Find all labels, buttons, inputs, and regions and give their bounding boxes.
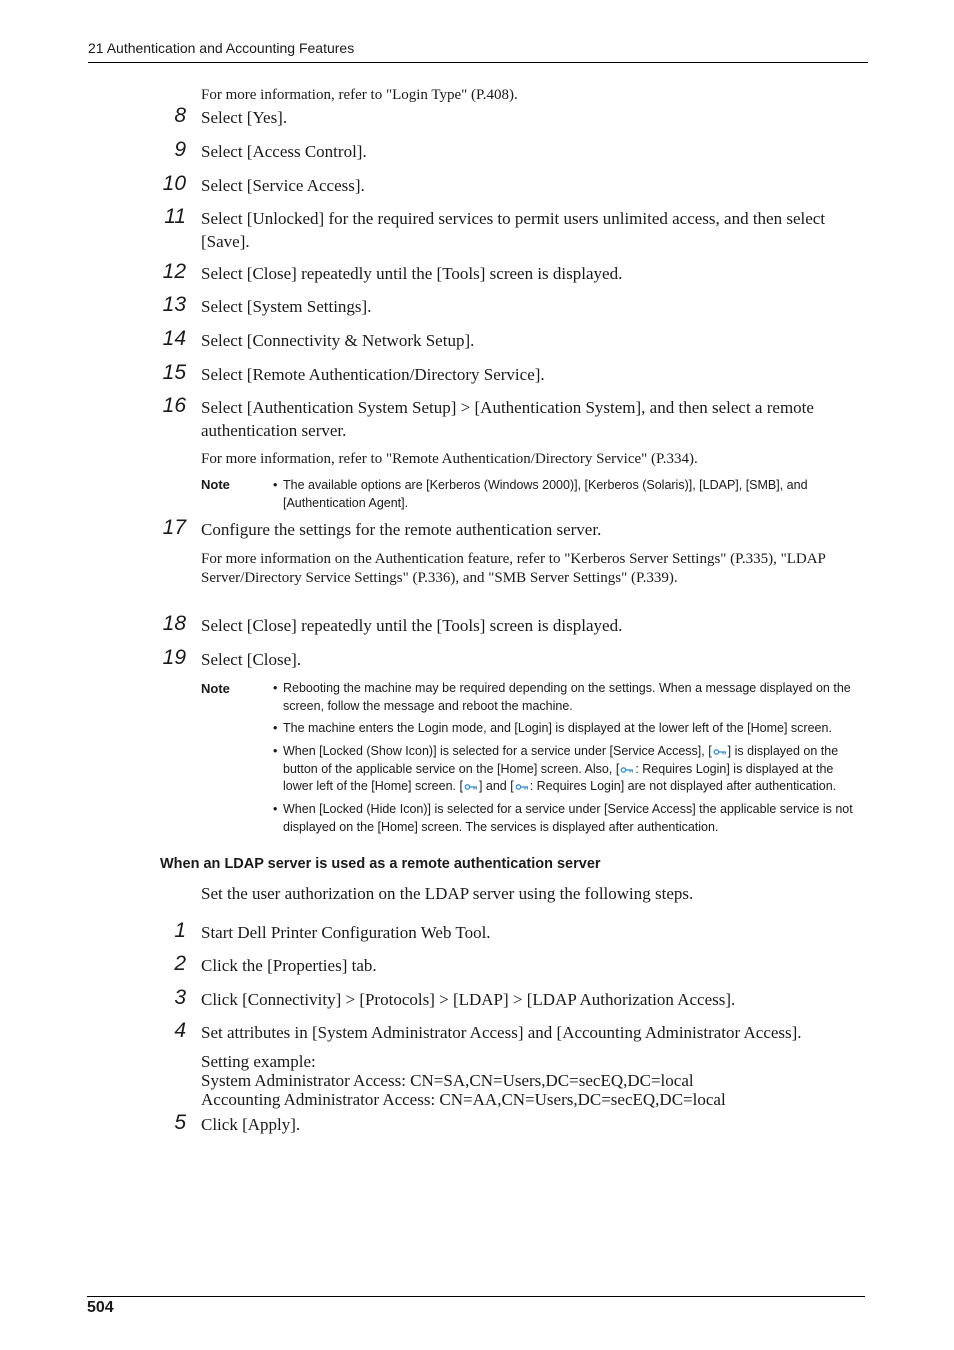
step17-reference: For more information on the Authentication feature, refer to "Kerberos Server Settings" (P.335), "LDAP Server/Directory Service Settings" (P.336), and "SMB Server Settings" (P.339). bbox=[201, 551, 826, 586]
step-number: 19 bbox=[162, 646, 186, 669]
step-number: 10 bbox=[162, 172, 186, 195]
setting-example-label: Setting example: bbox=[201, 1052, 316, 1071]
bullet-text: When [Locked (Hide Icon)] is selected for a service under [Service Access] the applicable service is not displayed on the [Home] screen. The services is displayed after authentication. bbox=[283, 802, 853, 834]
note-label: Note bbox=[201, 681, 230, 696]
lock-key-icon bbox=[620, 764, 634, 774]
bullet-text: Rebooting the machine may be required depending on the settings. When a message displayed on the screen, follow the message and reboot the machine. bbox=[283, 681, 851, 713]
step-number: 11 bbox=[164, 205, 186, 228]
step-text: Click [Apply]. bbox=[201, 1115, 301, 1134]
bullet-text bbox=[273, 743, 866, 796]
step-text: Select [Remote Authentication/Directory Service]. bbox=[201, 365, 545, 384]
bullet-marker: • bbox=[273, 802, 278, 816]
note-bullet bbox=[273, 743, 866, 796]
step-text: Select [Yes]. bbox=[201, 108, 288, 127]
step-text: Set attributes in [System Administrator Access] and [Accounting Administrator Access]. bbox=[201, 1023, 802, 1042]
step16-reference: For more information, refer to "Remote Authentication/Directory Service" (P.334). bbox=[201, 451, 698, 467]
bullet-text-part: When [Locked (Show Icon)] is selected for a service under [Service Access], [ bbox=[283, 744, 712, 758]
header-rule bbox=[88, 62, 868, 63]
note-label: Note bbox=[201, 477, 230, 492]
section-intro: Set the user authorization on the LDAP server using the following steps. bbox=[201, 884, 694, 903]
step-text: Select [Service Access]. bbox=[201, 176, 365, 195]
step-number: 14 bbox=[162, 327, 186, 350]
step-number: 5 bbox=[174, 1111, 186, 1134]
note-bullet bbox=[273, 680, 866, 715]
lock-key-icon bbox=[713, 746, 727, 756]
chapter-header: 21 Authentication and Accounting Features bbox=[88, 40, 355, 56]
step-number: 9 bbox=[174, 138, 186, 161]
step-text: Click the [Properties] tab. bbox=[201, 956, 377, 975]
step-text: Configure the settings for the remote authentication server. bbox=[201, 520, 602, 539]
bullet-marker: • bbox=[273, 744, 278, 758]
step-text: Select [System Settings]. bbox=[201, 297, 372, 316]
bullet-text: The machine enters the Login mode, and [Login] is displayed at the lower left of the [Home] screen. bbox=[283, 721, 832, 735]
note-bullet bbox=[273, 801, 866, 836]
step-number: 8 bbox=[174, 104, 186, 127]
note-bullet bbox=[273, 720, 866, 738]
bullet-marker: • bbox=[273, 681, 278, 695]
setting-example-line: Accounting Administrator Access: CN=AA,CN=Users,DC=secEQ,DC=local bbox=[201, 1090, 726, 1109]
step-text: Select [Connectivity & Network Setup]. bbox=[201, 331, 475, 350]
step-text: Select [Close] repeatedly until the [Tools] screen is displayed. bbox=[201, 264, 623, 283]
step-number: 12 bbox=[162, 260, 186, 283]
step-number: 4 bbox=[174, 1019, 186, 1042]
step-number: 3 bbox=[174, 986, 186, 1009]
note-bullet bbox=[273, 477, 866, 512]
bullet-marker: • bbox=[273, 478, 278, 492]
section-heading: When an LDAP server is used as a remote authentication server bbox=[160, 856, 601, 872]
lock-key-icon bbox=[464, 781, 478, 791]
step-text: Select [Access Control]. bbox=[201, 142, 367, 161]
step-number: 2 bbox=[174, 952, 186, 975]
bullet-text-part: : Requires Login] are not displayed after authentication. bbox=[529, 779, 837, 793]
step-number: 17 bbox=[162, 516, 186, 539]
step-text: Click [Connectivity] > [Protocols] > [LDAP] > [LDAP Authorization Access]. bbox=[201, 990, 736, 1009]
step-number: 1 bbox=[174, 919, 186, 942]
setting-example-line: System Administrator Access: CN=SA,CN=Users,DC=secEQ,DC=local bbox=[201, 1071, 694, 1090]
step-text: Select [Unlocked] for the required services to permit users unlimited access, and then select [Save]. bbox=[201, 209, 826, 251]
bullet-marker: • bbox=[273, 721, 278, 735]
bullet-text: The available options are [Kerberos (Windows 2000)], [Kerberos (Solaris)], [LDAP], [SMB], and [Authentication Agent]. bbox=[283, 478, 808, 510]
page-number: 504 bbox=[87, 1299, 114, 1316]
intro-reference: For more information, refer to "Login Type" (P.408). bbox=[201, 87, 518, 103]
step-text: Select [Authentication System Setup] > [Authentication System], and then select a remote authentication server. bbox=[201, 398, 814, 440]
step-number: 13 bbox=[162, 293, 186, 316]
step-number: 18 bbox=[162, 612, 186, 635]
step-text: Start Dell Printer Configuration Web Tool. bbox=[201, 923, 491, 942]
lock-key-icon bbox=[515, 781, 529, 791]
step-number: 16 bbox=[162, 394, 186, 417]
setting-example bbox=[201, 1052, 726, 1109]
bullet-text-part: ] is displayed on the button of the applicable service on the [Home] screen. Also, [ bbox=[283, 744, 839, 776]
step-number: 15 bbox=[162, 361, 186, 384]
bullet-text-part: ] and [ bbox=[478, 779, 514, 793]
bullet-text-part: : Requires Login] is displayed at the lower left of the [Home] screen. [ bbox=[283, 761, 834, 793]
footer-rule bbox=[87, 1296, 865, 1297]
step-text: Select [Close] repeatedly until the [Tools] screen is displayed. bbox=[201, 616, 623, 635]
step-text: Select [Close]. bbox=[201, 650, 302, 669]
